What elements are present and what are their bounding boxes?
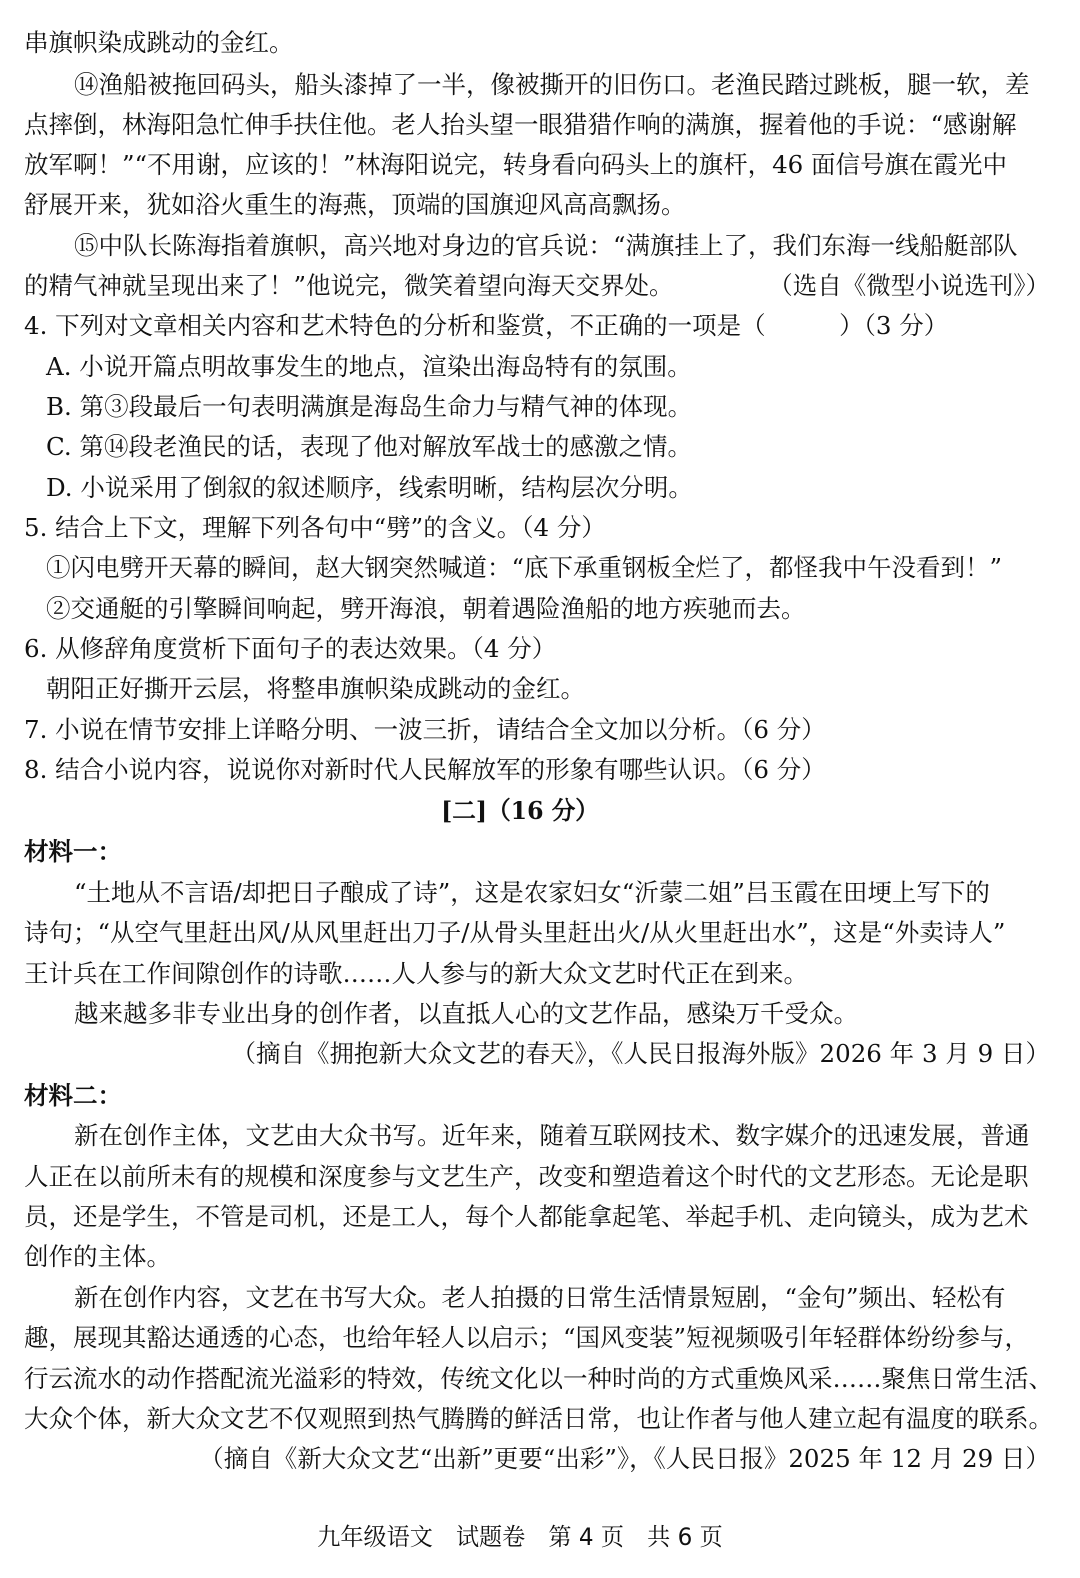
story-paragraph-14-line: 点摔倒，林海阳急忙伸手扶住他。老人抬头望一眼猎猎作响的满旗，握着他的手说：“感谢解 (24, 110, 1017, 139)
question-5-stem: 5. 结合上下文，理解下列各句中“劈”的含义。（4 分） (24, 513, 606, 542)
material-2-line: 员，还是学生，不管是司机，还是工人，每个人都能拿起笔、举起手机、走向镜头，成为艺术 (24, 1202, 1029, 1231)
question-4-option-d: D. 小说采用了倒叙的叙述顺序，线索明晰，结构层次分明。 (46, 473, 693, 502)
story-paragraph-14-line: 舒展开来，犹如浴火重生的海燕，顶端的国旗迎风高高飘扬。 (24, 190, 686, 219)
material-2-line: 新在创作主体，文艺由大众书写。近年来，随着互联网技术、数字媒介的迅速发展，普通 (74, 1121, 1030, 1150)
question-6-stem: 6. 从修辞角度赏析下面句子的表达效果。（4 分） (24, 634, 557, 663)
story-paragraph-14-line: 放军啊！”“不用谢，应该的！”林海阳说完，转身看向码头上的旗杆，46 面信号旗在霞光中 (24, 150, 1008, 179)
material-2-line: 行云流水的动作搭配流光溢彩的特效，传统文化以一种时尚的方式重焕风采……聚焦日常生活、 (24, 1364, 1053, 1393)
material-2-line: 创作的主体。 (24, 1242, 171, 1271)
story-source: （选自《微型小说选刊》） (768, 271, 1050, 300)
question-5-item-2: ②交通艇的引擎瞬间响起，劈开海浪，朝着遇险渔船的地方疾驰而去。 (46, 594, 806, 623)
material-2-line: 大众个体，新大众文艺不仅观照到热气腾腾的鲜活日常，也让作者与他人建立起有温度的联系。 (24, 1404, 1053, 1433)
material-2-label: 材料二： (24, 1081, 122, 1110)
question-4-option-c: C. 第⑭段老渔民的话，表现了他对解放军战士的感激之情。 (46, 432, 692, 461)
material-1-label: 材料一： (24, 837, 122, 866)
question-4-stem: 4. 下列对文章相关内容和艺术特色的分析和鉴赏，不正确的一项是（ ）（3 分） (24, 311, 949, 340)
story-paragraph-13-tail: 串旗帜染成跳动的金红。 (24, 28, 294, 57)
material-1-line: 王计兵在工作间隙创作的诗歌……人人参与的新大众文艺时代正在到来。 (24, 959, 808, 988)
question-4-option-a: A. 小说开篇点明故事发生的地点，渲染出海岛特有的氛围。 (46, 352, 692, 381)
section-2-title: [二]（16 分） (441, 796, 599, 825)
material-1-line: 越来越多非专业出身的创作者，以直抵人心的文艺作品，感染万千受众。 (74, 999, 858, 1028)
question-7: 7. 小说在情节安排上详略分明、一波三折，请结合全文加以分析。（6 分） (24, 715, 826, 744)
question-5-item-1: ①闪电劈开天幕的瞬间，赵大钢突然喊道：“底下承重钢板全烂了，都怪我中午没看到！” (46, 553, 1003, 582)
material-2-line: 趣，展现其豁达通透的心态，也给年轻人以启示；“国风变装”短视频吸引年轻群体纷纷参与， (24, 1323, 1030, 1352)
question-4-option-b: B. 第③段最后一句表明满旗是海岛生命力与精气神的体现。 (46, 392, 693, 421)
question-8: 8. 结合小说内容，说说你对新时代人民解放军的形象有哪些认识。（6 分） (24, 755, 826, 784)
story-paragraph-14-line: ⑭渔船被拖回码头，船头漆掉了一半，像被撕开的旧伤口。老渔民踏过跳板，腿一软，差 (74, 70, 1030, 99)
material-2-line: 新在创作内容，文艺在书写大众。老人拍摄的日常生活情景短剧，“金句”频出、轻松有 (74, 1283, 1006, 1312)
material-1-source: （摘自《拥抱新大众文艺的春天》，《人民日报海外版》2026 年 3 月 9 日） (231, 1039, 1050, 1068)
question-6-sentence: 朝阳正好撕开云层，将整串旗帜染成跳动的金红。 (46, 674, 585, 703)
page-footer: 九年级语文 试题卷 第 4 页 共 6 页 (317, 1523, 723, 1551)
material-2-line: 人正在以前所未有的规模和深度参与文艺生产，改变和塑造着这个时代的文艺形态。无论是职 (24, 1162, 1029, 1191)
material-1-line: 诗句；“从空气里赶出风/从风里赶出刀子/从骨头里赶出火/从火里赶出水”，这是“外卖诗人” (24, 918, 1006, 947)
story-paragraph-15-line: ⑮中队长陈海指着旗帜，高兴地对身边的官兵说：“满旗挂上了，我们东海一线船艇部队 (74, 231, 1018, 260)
material-1-line: “土地从不言语/却把日子酿成了诗”，这是农家妇女“沂蒙二姐”吕玉霞在田埂上写下的 (74, 878, 990, 907)
story-paragraph-15-line: 的精气神就呈现出来了！”他说完，微笑着望向海天交界处。 (24, 271, 674, 300)
material-2-source: （摘自《新大众文艺“出新”更要“出彩”》，《人民日报》2025 年 12 月 29 日） (199, 1444, 1050, 1473)
